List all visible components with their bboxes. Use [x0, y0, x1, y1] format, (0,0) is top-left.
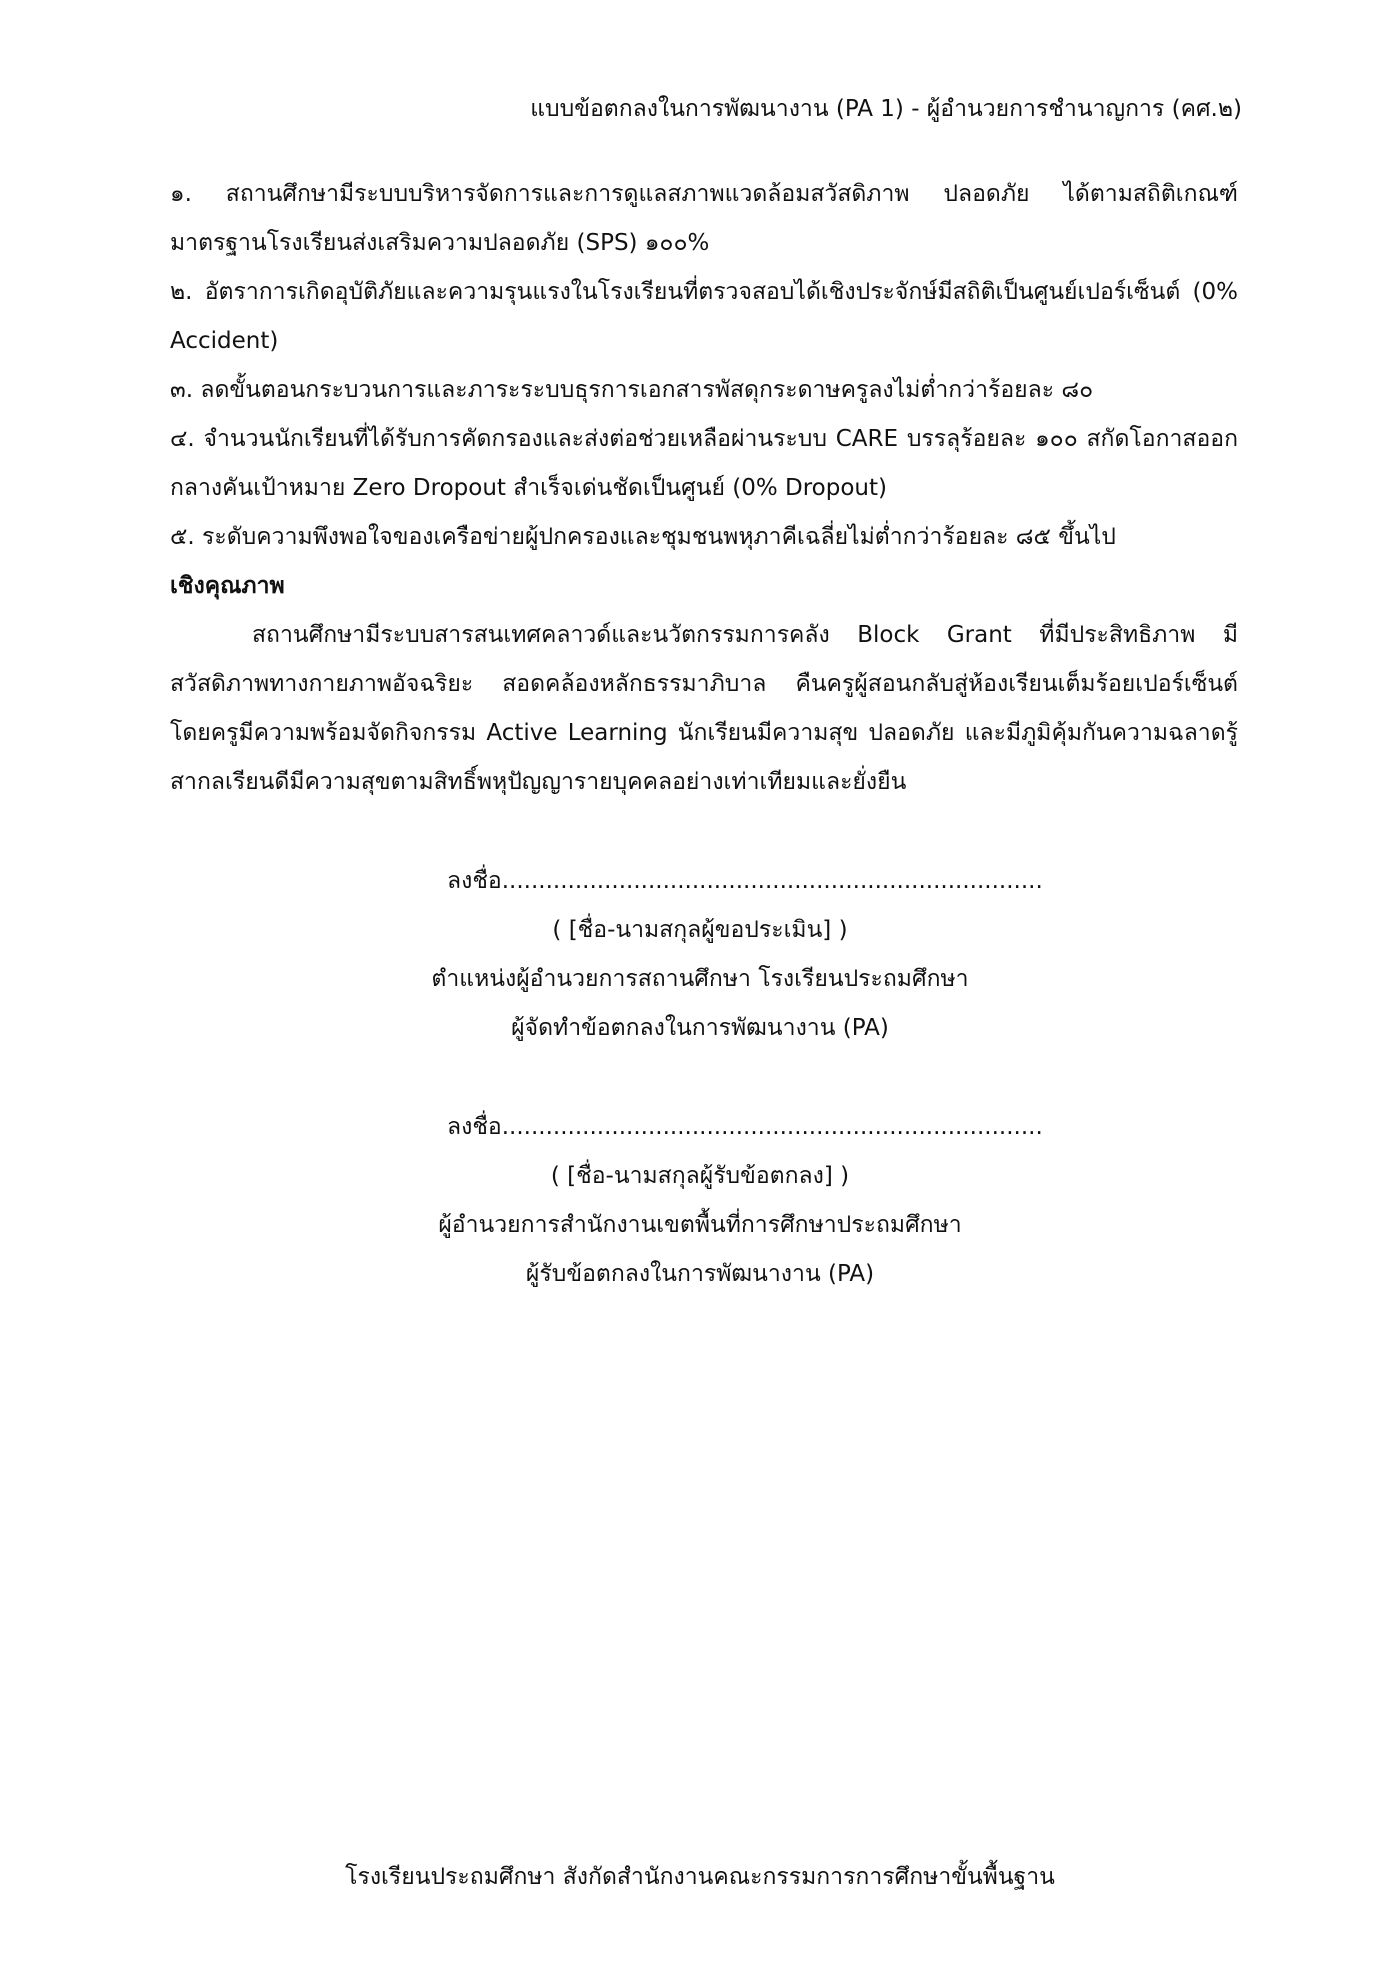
quantitative-item-3: ๓. ลดขั้นตอนกระบวนการและภาระระบบธุรการเอกสารพัสดุกระดาษครูลงไม่ต่ำกว่าร้อยละ ๘๐ [170, 377, 1094, 403]
qualitative-heading: เชิงคุณภาพ [170, 573, 285, 599]
quantitative-item-5: ๕. ระดับความพึงพอใจของเครือข่ายผู้ปกครองและชุมชนพหุภาคีเฉลี่ยไม่ต่ำกว่าร้อยละ ๘๕ ขึ้นไป [170, 524, 1116, 550]
quantitative-item-4: ๔. จำนวนนักเรียนที่ได้รับการคัดกรองและส่งต่อช่วยเหลือผ่านระบบ CARE บรรลุร้อยละ ๑๐๐ สกัดโอกาสออกกลางคันเป้าหมาย Zero Dropout สำเร็จเด่นชัดเป็นศูนย์ (0% Dropout) [170, 426, 1238, 501]
signature-line: ลงชื่อ.......................................................................... [447, 1114, 1043, 1140]
qualitative-paragraph: สถานศึกษามีระบบสารสนเทศคลาวด์และนวัตกรรมการคลัง Block Grant ที่มีประสิทธิภาพ มีสวัสดิภาพทางกายภาพอัจฉริยะ สอดคล้องหลักธรรมาภิบาล คืนครูผู้สอนกลับสู่ห้องเรียนเต็มร้อยเปอร์เซ็นต์ โดยครูมีความพร้อมจัดกิจกรรม Active Learning นักเรียนมีความสุข ปลอดภัย และมีภูมิคุ้มกันความฉลาดรู้สากลเรียนดีมีความสุขตามสิทธิ์พหุปัญญารายบุคคลอย่างเท่าเทียมและยั่งยืน [170, 622, 1238, 795]
signer-position: ตำแหน่งผู้อำนวยการสถานศึกษา โรงเรียนประถมศึกษา [431, 966, 969, 992]
signer-position: ผู้อำนวยการสำนักงานเขตพื้นที่การศึกษาประถมศึกษา [438, 1212, 962, 1238]
quantitative-item-2: ๒. อัตราการเกิดอุบัติภัยและความรุนแรงในโรงเรียนที่ตรวจสอบได้เชิงประจักษ์มีสถิติเป็นศูนย์เปอร์เซ็นต์ (0% Accident) [170, 279, 1238, 354]
signer-name: ( [ชื่อ-นามสกุลผู้รับข้อตกลง] ) [550, 1163, 850, 1189]
page-footer: โรงเรียนประถมศึกษา สังกัดสำนักงานคณะกรรมการการศึกษาขั้นพื้นฐาน [345, 1864, 1055, 1890]
signer-name: ( [ชื่อ-นามสกุลผู้ขอประเมิน] ) [552, 917, 848, 943]
signer-role: ผู้รับข้อตกลงในการพัฒนางาน (PA) [525, 1261, 875, 1287]
document-body [170, 170, 1238, 807]
signature-line: ลงชื่อ.......................................................................... [447, 868, 1043, 894]
quantitative-item-1: ๑. สถานศึกษามีระบบบริหารจัดการและการดูแลสภาพแวดล้อมสวัสดิภาพ ปลอดภัย ได้ตามสถิติเกณฑ์มาตรฐานโรงเรียนส่งเสริมความปลอดภัย (SPS) ๑๐๐% [170, 181, 1238, 256]
page-header-title: แบบข้อตกลงในการพัฒนางาน (PA 1) - ผู้อำนวยการชำนาญการ (คศ.๒) [530, 96, 1242, 122]
signer-role: ผู้จัดทำข้อตกลงในการพัฒนางาน (PA) [511, 1015, 889, 1041]
